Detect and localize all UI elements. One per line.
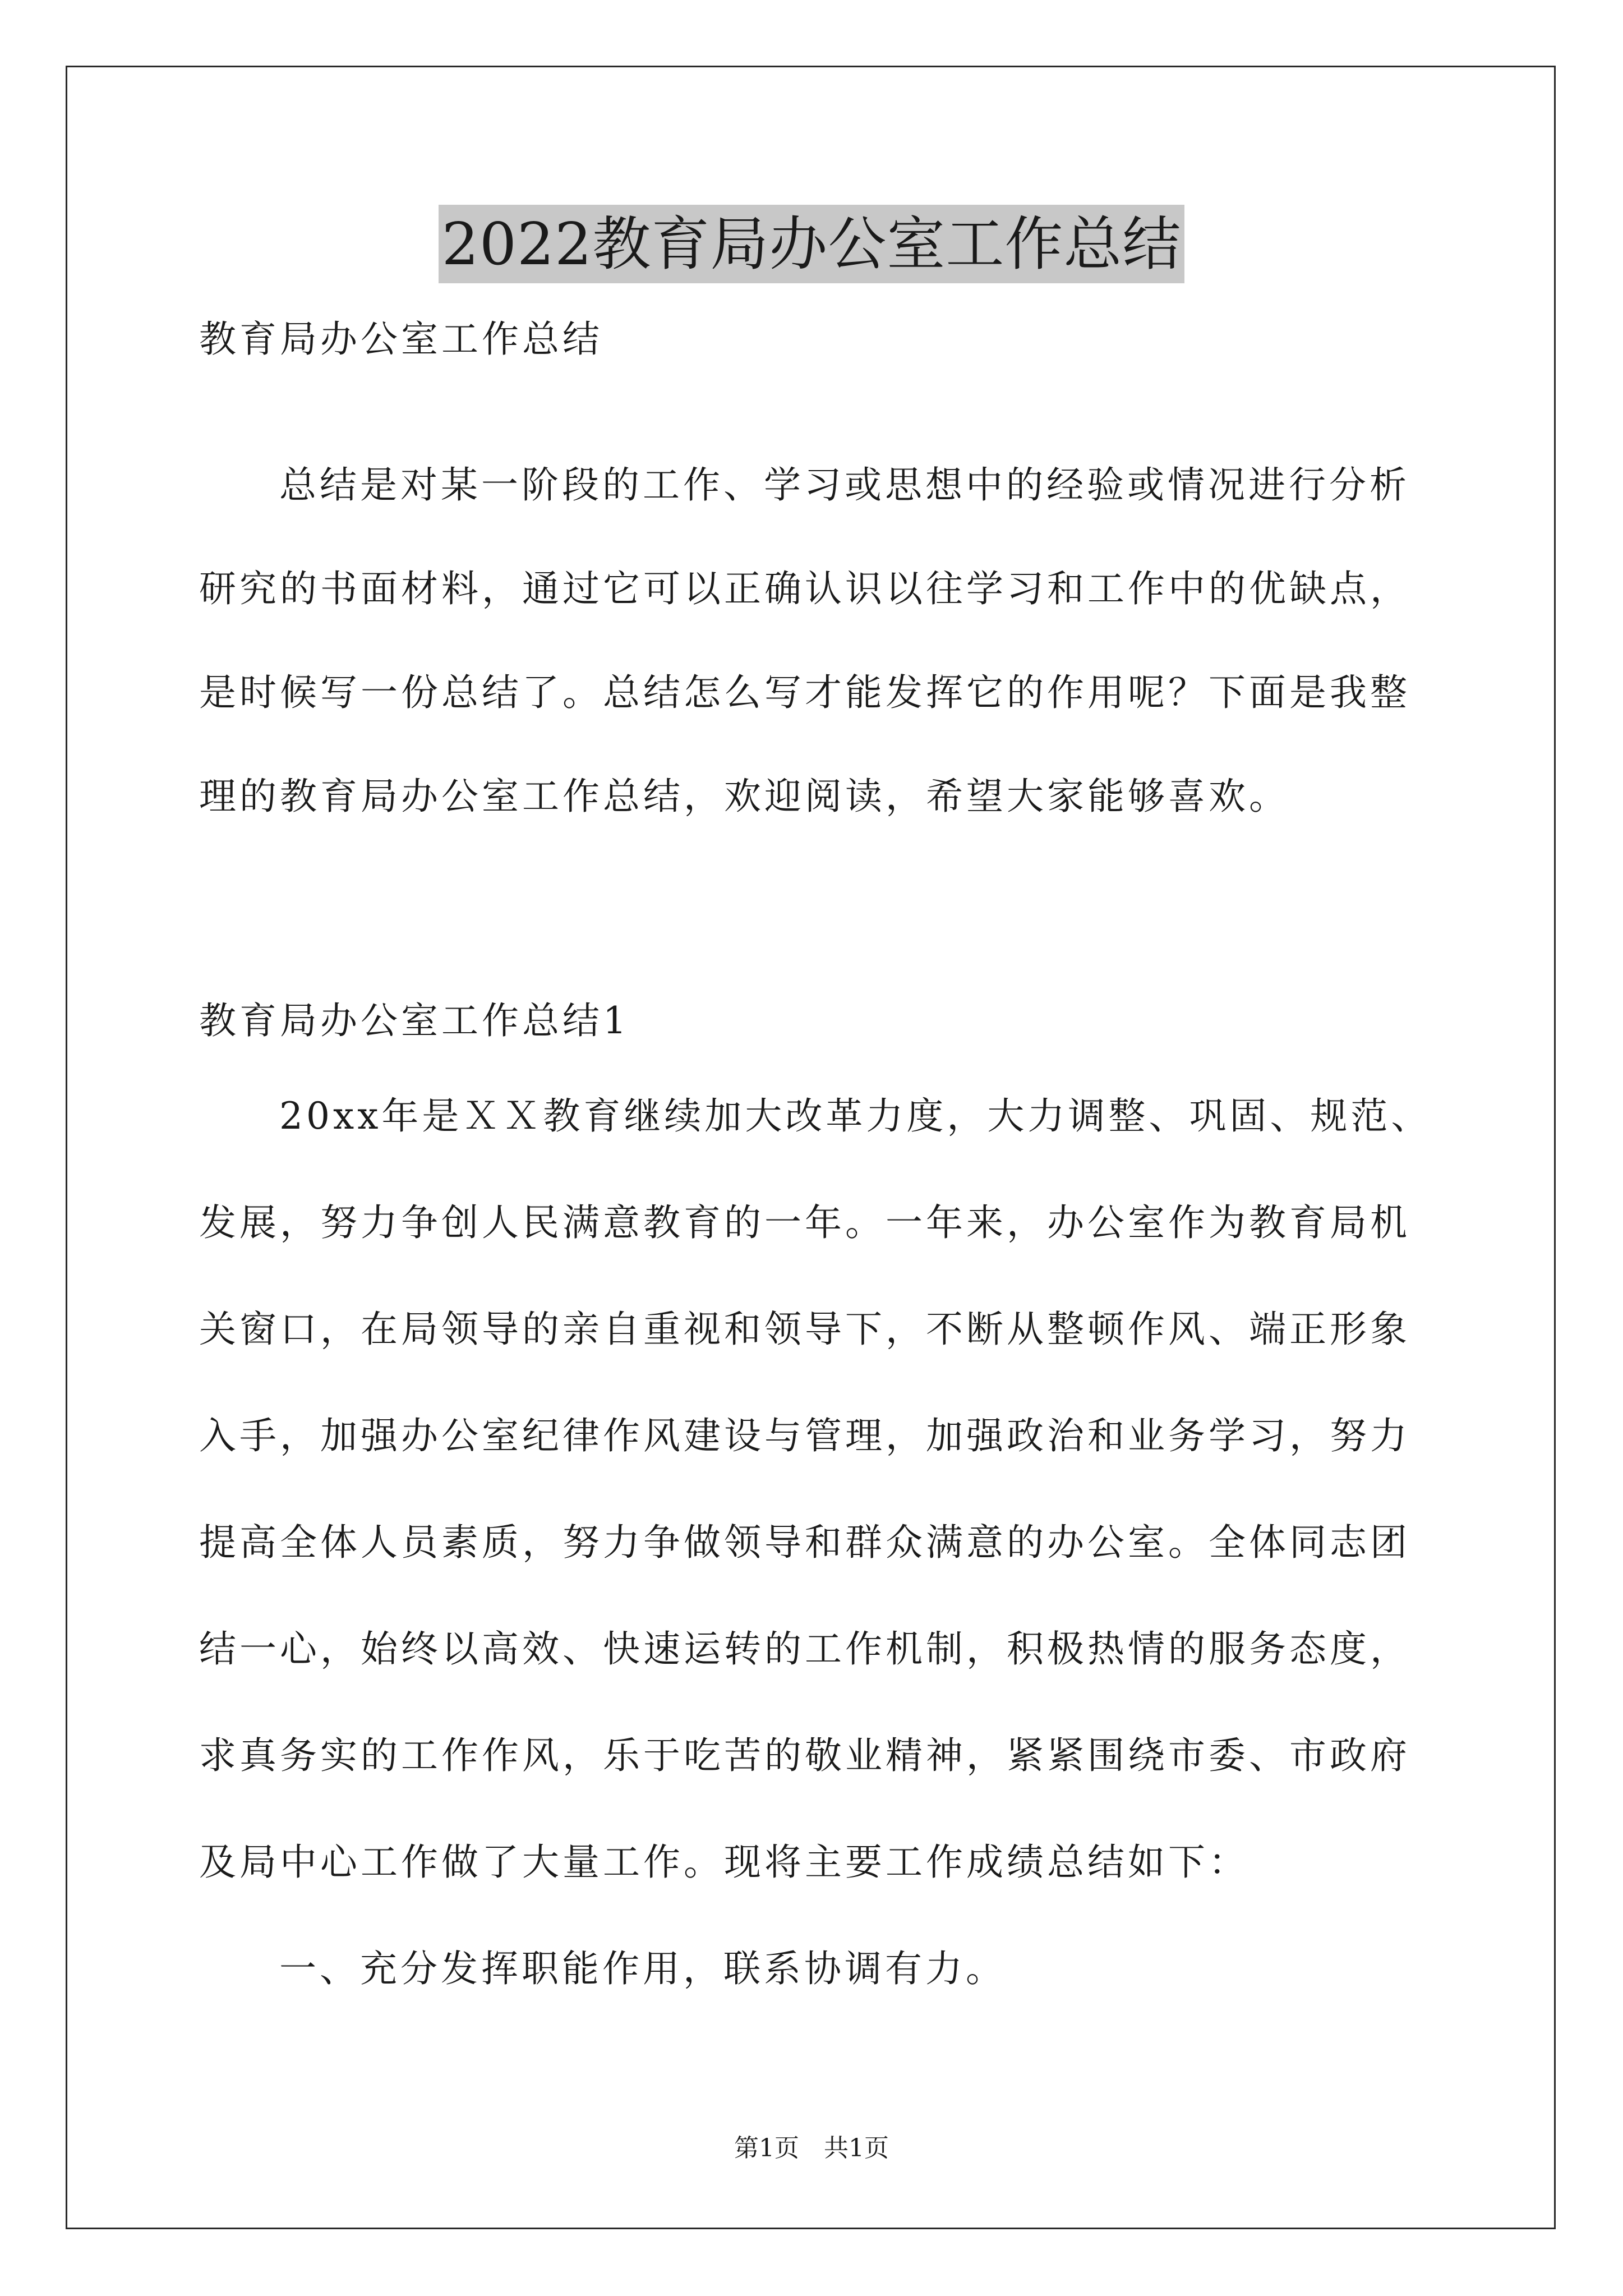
paragraph-line: 入手，加强办公室纪律作风建设与管理，加强政治和业务学习，努力 [199,1414,1410,1457]
page-border [66,66,1556,2229]
paragraph-line: 求真务实的工作作风，乐于吃苦的敬业精神，紧紧围绕市委、市政府 [199,1734,1410,1777]
paragraph-line: 是时候写一份总结了。总结怎么写才能发挥它的作用呢？下面是我整 [199,671,1410,714]
page-footer: 第1页 共1页 [734,2134,889,2162]
paragraph-line: 研究的书面材料，通过它可以正确认识以往学习和工作中的优缺点， [199,567,1410,610]
paragraph-line: 总结是对某一阶段的工作、学习或思想中的经验或情况进行分析 [279,463,1410,507]
title-container [0,205,1623,283]
section-heading: 教育局办公室工作总结1 [199,999,630,1042]
paragraph-line: 发展，努力争创人民满意教育的一年。一年来，办公室作为教育局机 [199,1201,1410,1244]
paragraph-line: 一、充分发挥职能作用，联系协调有力。 [279,1947,1006,1990]
subtitle-line: 教育局办公室工作总结 [199,318,603,361]
paragraph-line: 20xx年是ＸＸ教育继续加大改革力度，大力调整、巩固、规范、 [279,1094,1432,1138]
paragraph-line: 提高全体人员素质，努力争做领导和群众满意的办公室。全体同志团 [199,1521,1410,1564]
paragraph-line: 关窗口，在局领导的亲自重视和领导下，不断从整顿作风、端正形象 [199,1308,1410,1351]
document-title: 2022教育局办公室工作总结 [439,205,1185,283]
paragraph-line: 理的教育局办公室工作总结，欢迎阅读，希望大家能够喜欢。 [199,775,1289,818]
paragraph-line: 及局中心工作做了大量工作。现将主要工作成绩总结如下： [199,1841,1249,1884]
paragraph-line: 结一心，始终以高效、快速运转的工作机制，积极热情的服务态度， [199,1627,1410,1671]
